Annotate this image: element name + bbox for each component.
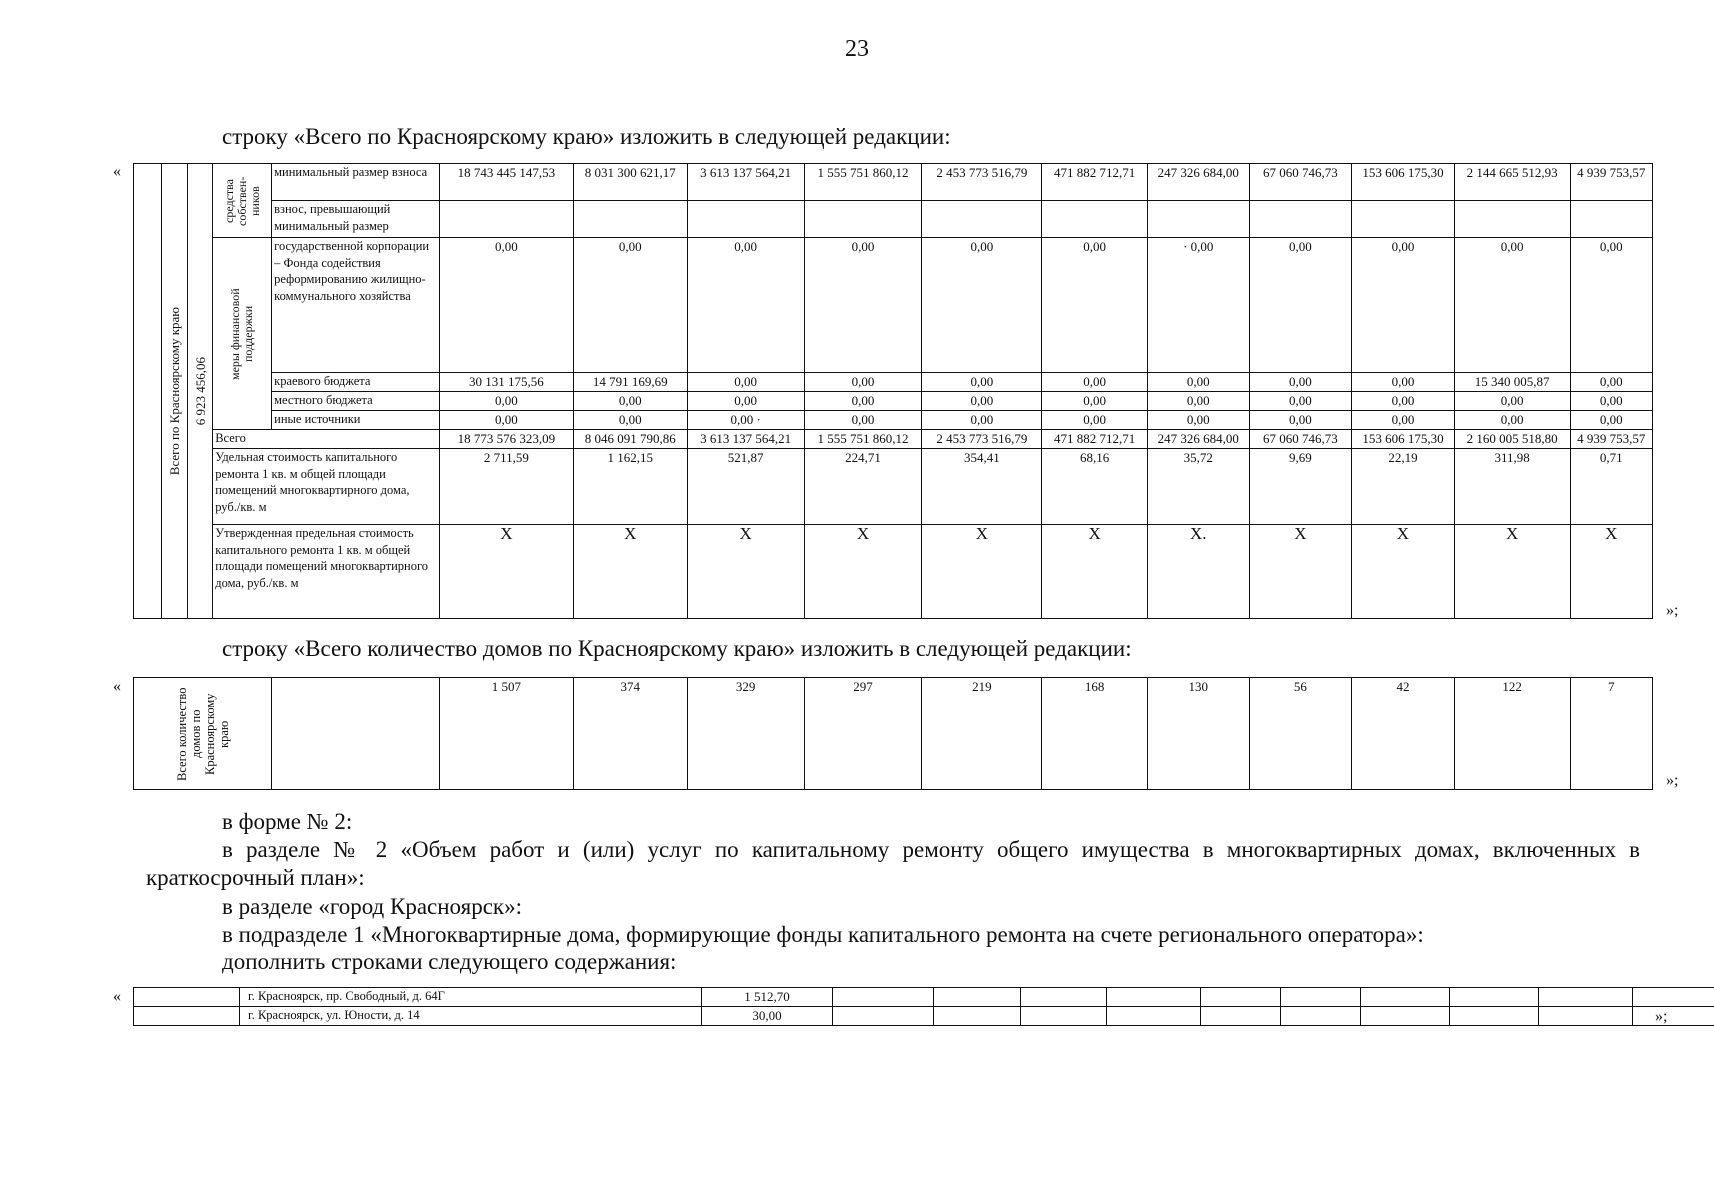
table2-label-cell [134, 678, 272, 790]
table2-cell: 329 [687, 678, 804, 790]
table1-cell: 311,98 [1454, 449, 1570, 525]
table3-address: г. Красноярск, пр. Свободный, д. 64Г [240, 988, 702, 1007]
table3-cell [1633, 1007, 1714, 1026]
table1-cell: 4 939 753,57 [1570, 430, 1652, 449]
table1-cell: 0,00 [687, 238, 804, 373]
table3-cell [1201, 1007, 1281, 1026]
table3-cell [134, 1007, 240, 1026]
table1-cell: X [1454, 525, 1570, 619]
table1-cell: 18 773 576 323,09 [439, 430, 573, 449]
table1-cell: 0,00 [687, 373, 804, 392]
paragraph-form2: в форме № 2: [222, 809, 353, 834]
table3-cell [833, 988, 934, 1007]
table1-cell: 0,00 [1454, 411, 1570, 430]
table1-cell: X [1570, 525, 1652, 619]
table1-cell [1147, 201, 1249, 238]
table3-cell [134, 988, 240, 1007]
table2-cell: 374 [573, 678, 687, 790]
table1-cell: 0,00 [1147, 411, 1249, 430]
table1-cell: 0,00 [1454, 392, 1570, 411]
table1-cell: 0,00 [573, 411, 687, 430]
table3-cell [1107, 1007, 1201, 1026]
table1-cell: 2 160 005 518,80 [1454, 430, 1570, 449]
table1-cell [1570, 201, 1652, 238]
table1-cell: 0,00 [1147, 392, 1249, 411]
table1-cell: 0,00 [1249, 411, 1352, 430]
table1-row-label: минимальный размер взноса [272, 164, 440, 201]
table2-cell: 42 [1352, 678, 1455, 790]
table1-row-label: взнос, превышающий минимальный размер [272, 201, 440, 238]
table3-cell [1633, 988, 1714, 1007]
table2-cell: 130 [1147, 678, 1249, 790]
table2-cell: 297 [804, 678, 922, 790]
table1-cell [573, 201, 687, 238]
table1-cell: 0,00 [1570, 373, 1652, 392]
table3-cell [1281, 1007, 1361, 1026]
table1-cell: X [687, 525, 804, 619]
table3-cell [1201, 988, 1281, 1007]
table1-cell: 30 131 175,56 [439, 373, 573, 392]
close-quote: »; [1655, 1008, 1668, 1025]
table1-cell: 0,00 [573, 238, 687, 373]
table1-row-label: Всего [213, 430, 440, 449]
table1-cell: 0,00 [439, 238, 573, 373]
table1-cell: 15 340 005,87 [1454, 373, 1570, 392]
table3-cell [1539, 988, 1633, 1007]
table1-row-label: иные источники [272, 411, 440, 430]
table1-cell: 521,87 [687, 449, 804, 525]
table1-cell: 0,00 [1352, 392, 1455, 411]
table1-cell: X [1042, 525, 1148, 619]
table1-cell: 471 882 712,71 [1042, 430, 1148, 449]
table1-cell: 0,00 [573, 392, 687, 411]
table3-cell [1107, 988, 1201, 1007]
table1-cell: 0,00 [922, 392, 1042, 411]
table3-cell [934, 1007, 1021, 1026]
table1-cell: 0,00 [1147, 373, 1249, 392]
table1-edge-cell [134, 164, 162, 619]
table1-cell: X [1249, 525, 1352, 619]
table1-row-label: Утвержденная предельная стоимость капитального ремонта 1 кв. м общей площади помещений многоквартирного дома, руб./кв. м [213, 525, 440, 619]
table1-cell: 1 555 751 860,12 [804, 164, 922, 201]
table1-cell: 247 326 684,00 [1147, 164, 1249, 201]
table1-cell: 0,00 [1042, 238, 1148, 373]
table1-cell: 0,00 [1249, 238, 1352, 373]
table1-cell: 354,41 [922, 449, 1042, 525]
table1-cell: 0,00 [804, 411, 922, 430]
section1-intro: строку «Всего по Красноярскому краю» изложить в следующей редакции: [222, 124, 951, 149]
table1-cell: 0,00 [1570, 238, 1652, 373]
table3-cell [1539, 1007, 1633, 1026]
table1-cell: 0,00 [1249, 392, 1352, 411]
table1-cell: 3 613 137 564,21 [687, 164, 804, 201]
table3-cell [1021, 988, 1107, 1007]
table1-total-area: 6 923 456,06 [192, 356, 208, 426]
table2-cell: 122 [1454, 678, 1570, 790]
open-quote: « [113, 988, 121, 1005]
table1-cell: 0,00 [439, 392, 573, 411]
table1-cell [1352, 201, 1455, 238]
table1-cell [804, 201, 922, 238]
table1-cell: 0,00 [1042, 392, 1148, 411]
own-funds-header-cell [213, 164, 272, 238]
table1-cell [439, 201, 573, 238]
open-quote: « [113, 163, 121, 180]
table2-cell: 168 [1042, 678, 1148, 790]
support-header: меры финансовой поддержки [228, 287, 256, 380]
close-quote: »; [1666, 602, 1679, 619]
table1-cell: 68,16 [1042, 449, 1148, 525]
table1-cell: X. [1147, 525, 1249, 619]
table1-cell: 0,00 [1352, 373, 1455, 392]
section2-intro: строку «Всего количество домов по Красноярскому краю» изложить в следующей редакции: [222, 636, 1132, 661]
table1-row-label: краевого бюджета [272, 373, 440, 392]
table1-cell: X [922, 525, 1042, 619]
table1-cell: 0,71 [1570, 449, 1652, 525]
table1-cell: 153 606 175,30 [1352, 164, 1455, 201]
table1-cell: 0,00 [439, 411, 573, 430]
table3-area: 1 512,70 [702, 988, 833, 1007]
table2-cell: 7 [1570, 678, 1652, 790]
table1-cell: 2 144 665 512,93 [1454, 164, 1570, 201]
table1-cell: 0,00 [804, 373, 922, 392]
table3-cell [1021, 1007, 1107, 1026]
table1-cell: 4 939 753,57 [1570, 164, 1652, 201]
table3-cell [934, 988, 1021, 1007]
table2-cell: 1 507 [439, 678, 573, 790]
table2-cell: 219 [922, 678, 1042, 790]
table1-cell: 8 046 091 790,86 [573, 430, 687, 449]
table1-region-label: Всего по Красноярскому краю [167, 306, 183, 476]
table1-cell: 0,00 · [687, 411, 804, 430]
own-funds-header: средства собствен-ников [221, 175, 262, 226]
table3-cell [833, 1007, 934, 1026]
table3-address: г. Красноярск, ул. Юности, д. 14 [240, 1007, 702, 1026]
table1-cell: 0,00 [922, 411, 1042, 430]
table1-cell: 9,69 [1249, 449, 1352, 525]
table1-cell: 2 453 773 516,79 [922, 430, 1042, 449]
table1-cell [922, 201, 1042, 238]
table3-cell [1361, 1007, 1450, 1026]
table1-cell: 0,00 [1352, 411, 1455, 430]
table1-cell: 247 326 684,00 [1147, 430, 1249, 449]
table3-area: 30,00 [702, 1007, 833, 1026]
table1-cell: 471 882 712,71 [1042, 164, 1148, 201]
table3-cell [1450, 1007, 1539, 1026]
table1-cell: 18 743 445 147,53 [439, 164, 573, 201]
table1-cell [1249, 201, 1352, 238]
table1-cell: X [439, 525, 573, 619]
table1-cell: 0,00 [1570, 411, 1652, 430]
table1-row-label: государственной корпорации – Фонда содействия реформированию жилищно-коммунального хозяйства [272, 238, 440, 373]
table1-cell: X [804, 525, 922, 619]
table1-cell: 153 606 175,30 [1352, 430, 1455, 449]
table1-cell: 0,00 [1042, 373, 1148, 392]
table2-cell: 56 [1249, 678, 1352, 790]
table1-cell: 0,00 [1570, 392, 1652, 411]
table1-cell: 0,00 [1249, 373, 1352, 392]
table1-row-label: местного бюджета [272, 392, 440, 411]
table1-cell: 22,19 [1352, 449, 1455, 525]
table3-cell [1450, 988, 1539, 1007]
table1-cell: 1 555 751 860,12 [804, 430, 922, 449]
table1-total-area-cell [187, 164, 212, 619]
table1-cell: 0,00 [687, 392, 804, 411]
table1-cell: 0,00 [922, 373, 1042, 392]
paragraph-city: в разделе «город Красноярск»: [222, 894, 522, 919]
total-by-region-table [133, 163, 1653, 619]
table1-cell: 67 060 746,73 [1249, 430, 1352, 449]
table1-cell: 2 711,59 [439, 449, 573, 525]
paragraph-add-rows: дополнить строками следующего содержания: [222, 949, 677, 974]
page-number: 23 [845, 36, 869, 62]
table1-cell: · 0,00 [1147, 238, 1249, 373]
table1-cell [1454, 201, 1570, 238]
table1-cell: 224,71 [804, 449, 922, 525]
table1-cell: 0,00 [1042, 411, 1148, 430]
table1-cell: 0,00 [804, 238, 922, 373]
table1-cell: 67 060 746,73 [1249, 164, 1352, 201]
added-houses-table [133, 987, 1714, 1026]
open-quote: « [113, 678, 121, 695]
table2-empty-cell [272, 678, 440, 790]
table1-cell: 0,00 [804, 392, 922, 411]
table1-cell [1042, 201, 1148, 238]
table1-cell: 0,00 [1352, 238, 1455, 373]
support-header-cell [213, 238, 272, 430]
close-quote: »; [1666, 772, 1679, 789]
table1-region-label-cell [162, 164, 187, 619]
table1-cell: 14 791 169,69 [573, 373, 687, 392]
table1-cell [687, 201, 804, 238]
table1-cell: 35,72 [1147, 449, 1249, 525]
table1-cell: X [1352, 525, 1455, 619]
table1-cell: 0,00 [922, 238, 1042, 373]
table3-cell [1281, 988, 1361, 1007]
table2-label: Всего количество домов по Красноярскому краю [174, 686, 231, 781]
paragraph-section2: в разделе № 2 «Объем работ и (или) услуг по капитальному ремонту общего имущества в многоквартирных домах, включенных в краткосрочный план»: [146, 837, 1640, 890]
table1-cell: 1 162,15 [573, 449, 687, 525]
table1-row-label: Удельная стоимость капитального ремонта 1 кв. м общей площади помещений многоквартирного дома, руб./кв. м [213, 449, 440, 525]
paragraph-subsection: в подразделе 1 «Многоквартирные дома, формирующие фонды капитального ремонта на счете регионального оператора»: [222, 922, 1424, 947]
table1-cell: 3 613 137 564,21 [687, 430, 804, 449]
table1-cell: 2 453 773 516,79 [922, 164, 1042, 201]
table1-cell: X [573, 525, 687, 619]
table1-cell: 8 031 300 621,17 [573, 164, 687, 201]
table3-cell [1361, 988, 1450, 1007]
house-count-table [133, 677, 1653, 790]
table1-cell: 0,00 [1454, 238, 1570, 373]
